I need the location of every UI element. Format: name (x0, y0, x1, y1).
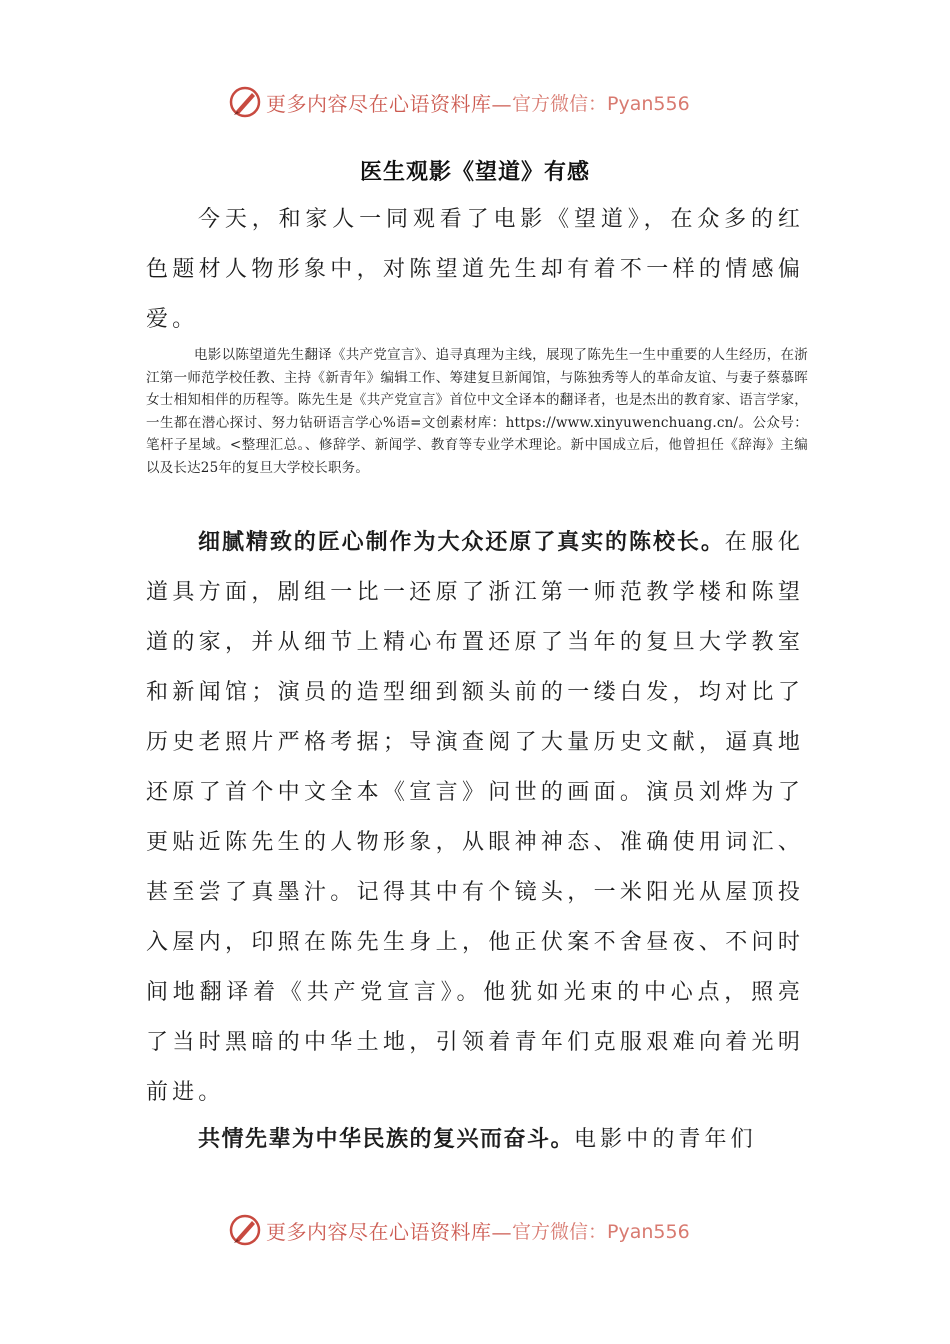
paragraph-body: 在服化道具方面，剧组一比一还原了浙江第一师范教学楼和陈望道的家，并从细节上精心布置还原了当年的复旦大学教室和新闻馆；演员的造型细到额头前的一缕白发，均对比了历史老照片严格考据；导演查阅了大量历史文献，逼真地还原了首个中文全本《宣言》问世的画面。演员刘烨为了更贴近陈先生的人物形象，从眼神神态、准确使用词汇、甚至尝了真墨汁。记得其中有个镜头，一米阳光从屋顶投入屋内，印照在陈先生身上，他正伏案不舍昼夜、不问时间地翻译着《共产党宣言》。他犹如光束的中心点，照亮了当时黑暗的中华土地，引领着青年们克服艰难向着光明前进。 (146, 530, 804, 1105)
banner-wechat-text: 官方微信：Pyan556 (512, 92, 690, 115)
pen-logo-icon (228, 85, 262, 119)
header-banner (228, 82, 690, 122)
paragraph-body: 电影中的青年们 (574, 1127, 757, 1152)
paragraph-empathy (146, 1115, 804, 1165)
pen-logo-icon (228, 1213, 262, 1247)
paragraph-lead-bold: 细腻精致的匠心制作为大众还原了真实的陈校长。 (198, 530, 725, 555)
paragraph-intro: 今天，和家人一同观看了电影《望道》，在众多的红色题材人物形象中，对陈望道先生却有着不一样的情感偏爱。 (146, 207, 804, 332)
article-title: 医生观影《望道》有感 (359, 159, 590, 185)
banner-wechat-text: 官方微信：Pyan556 (512, 1220, 690, 1243)
banner-brand-text: 更多内容尽在心语资料库— (266, 91, 512, 116)
paragraph-film-summary: 电影以陈望道先生翻译《共产党宣言》、追寻真理为主线，展现了陈先生一生中重要的人生经历，在浙江第一师范学校任教、主持《新青年》编辑工作、筹建复旦新闻馆，与陈独秀等人的革命友谊、与妻子蔡慕晖女士相知相伴的历程等。陈先生是《共产党宣言》首位中文全译本的翻译者，也是杰出的教育家、语言学家，一生都在潜心探讨、努力钻研语言学心%语=文创素材库：https://www.xinyuwenchuang.cn/。公众号：笔杆子星域。<整理汇总。、修辞学、新闻学、教育等专业学术理论。新中国成立后，他曾担任《辞海》主编以及长达25年的复旦大学校长职务。 (146, 347, 808, 476)
banner-brand-text: 更多内容尽在心语资料库— (266, 1219, 512, 1244)
footer-banner (228, 1210, 690, 1250)
paragraph-craftsmanship (146, 518, 804, 1118)
paragraph-lead-bold: 共情先辈为中华民族的复兴而奋斗。 (198, 1127, 575, 1152)
